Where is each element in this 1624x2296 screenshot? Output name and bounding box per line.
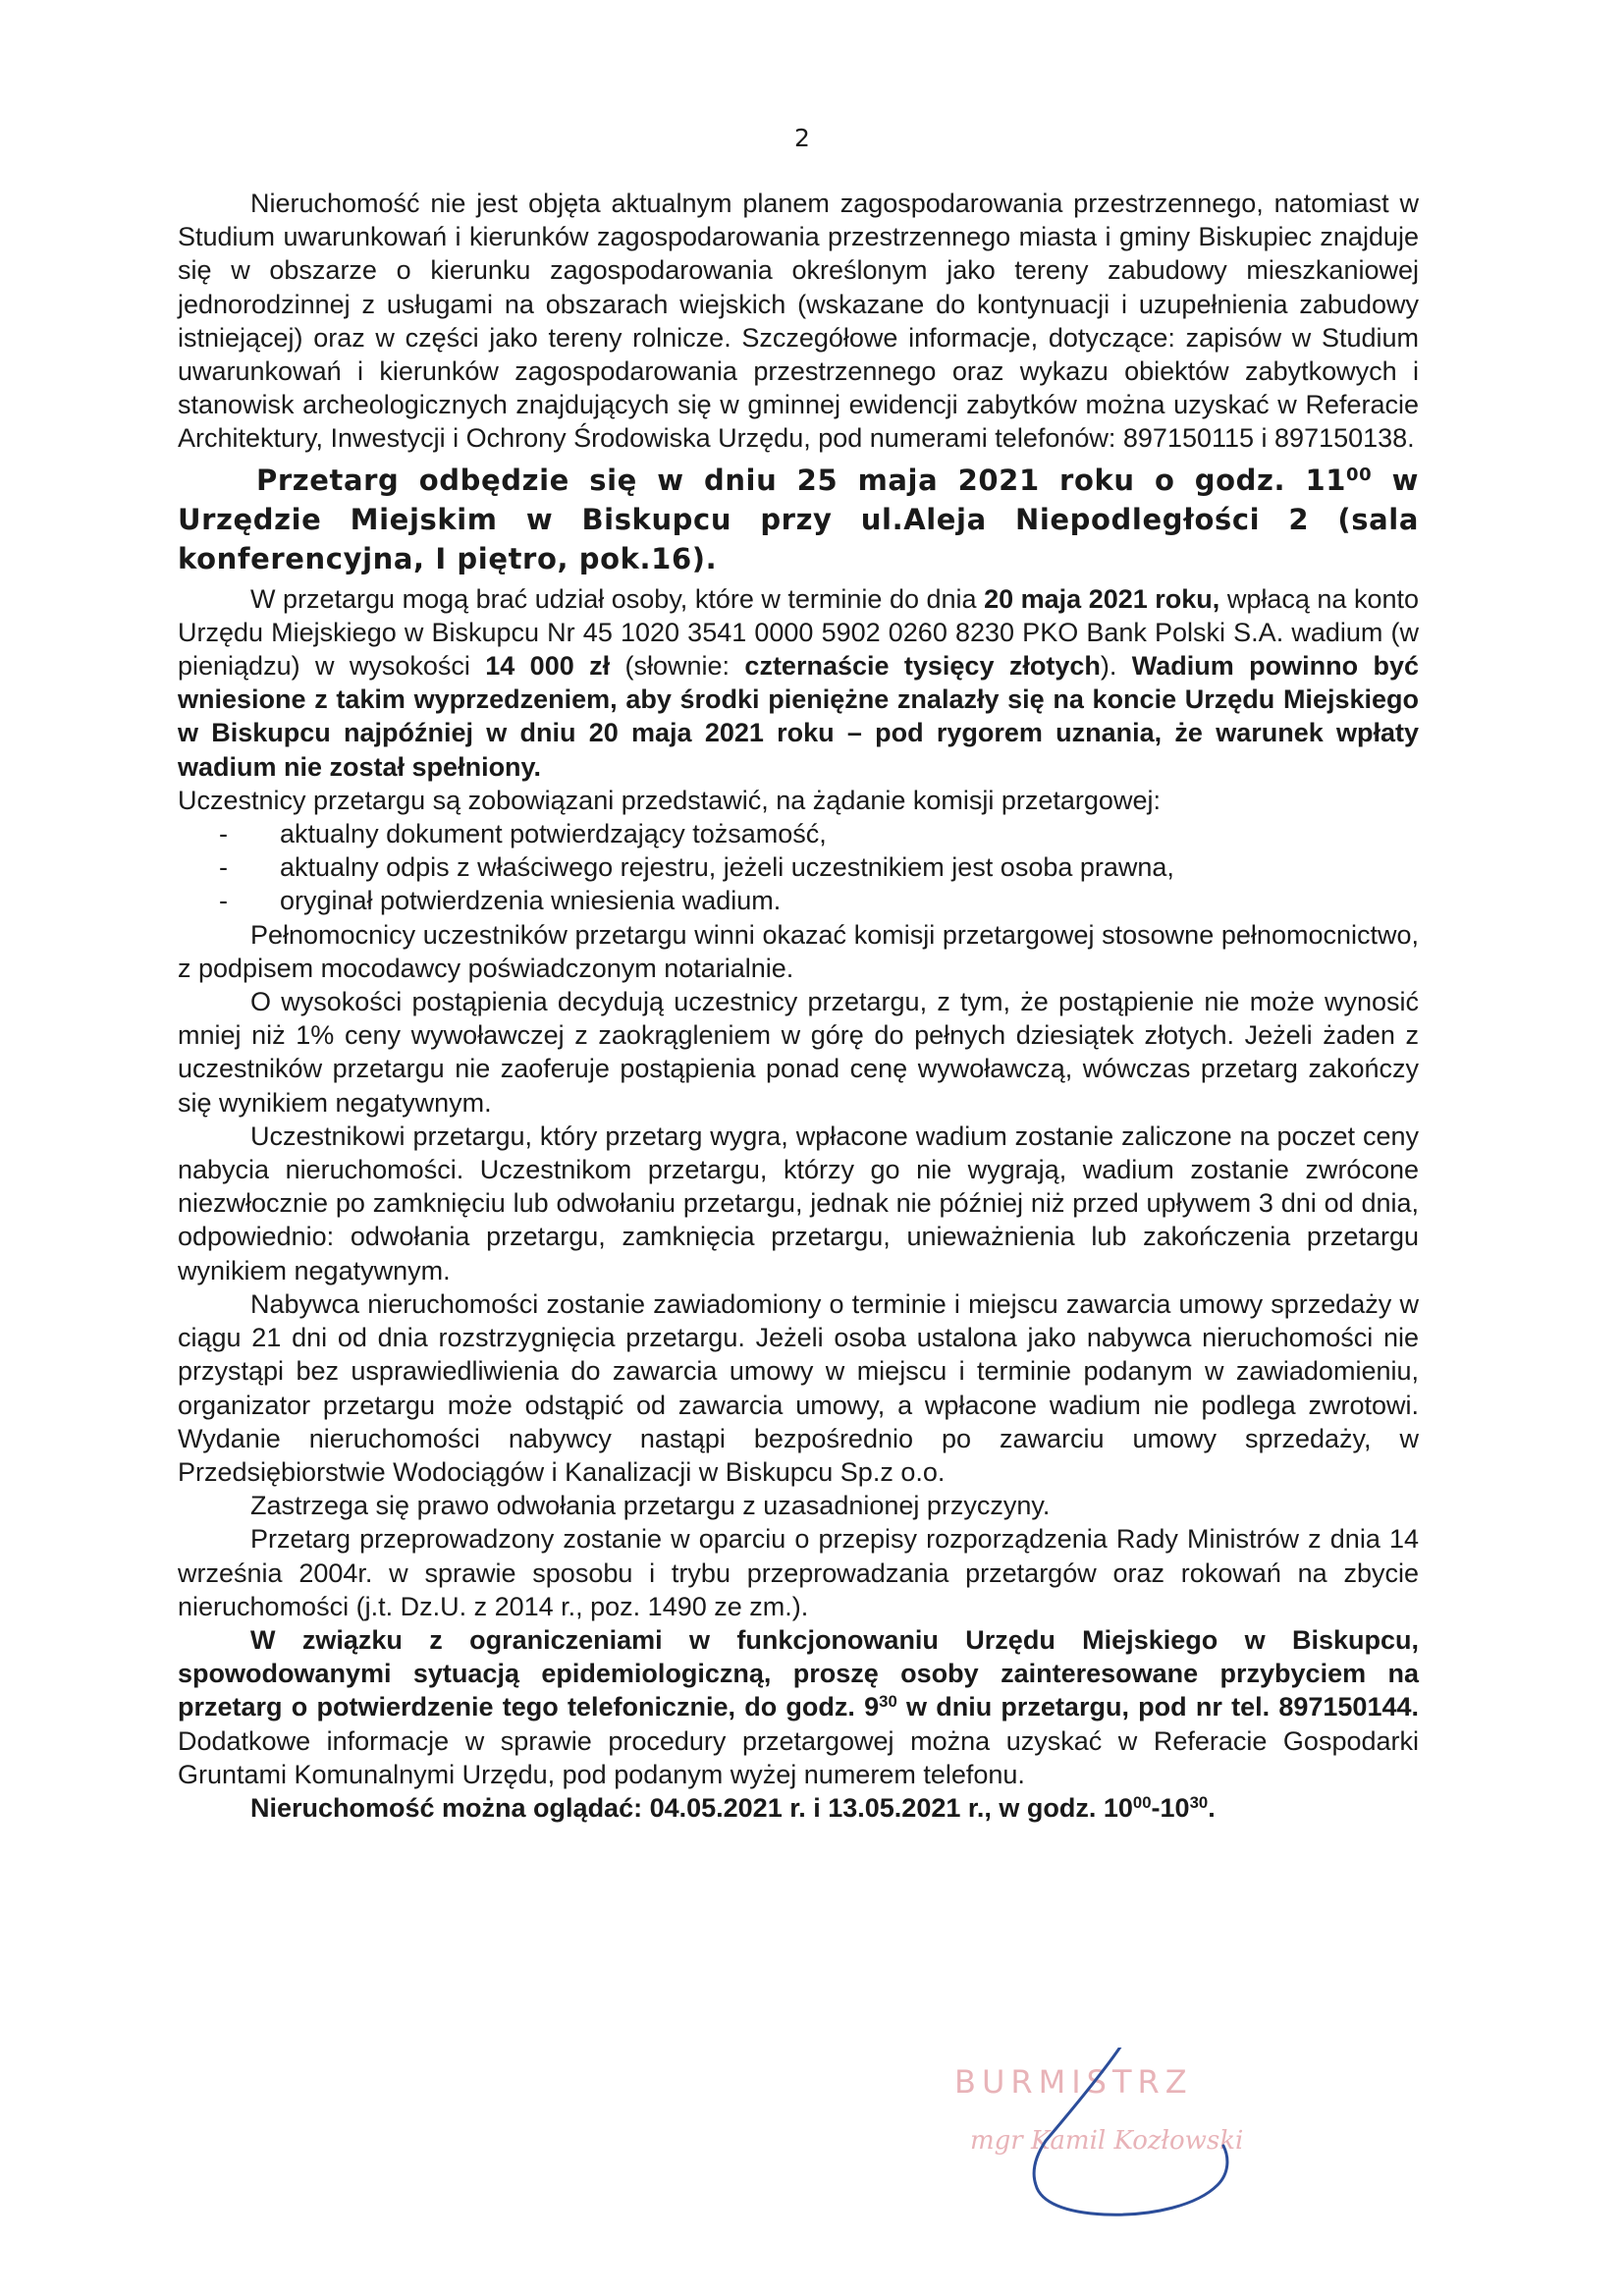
auction-date-announcement bbox=[178, 461, 1419, 578]
epidemic-notice-paragraph bbox=[178, 1623, 1419, 1791]
requirement-item: - aktualny dokument potwierdzający tożsamość, bbox=[219, 817, 1419, 850]
deposit-text: W przetargu mogą brać udział osoby, które w terminie do dnia bbox=[250, 583, 985, 614]
requirement-item: - aktualny odpis z właściwego rejestru, jeżeli uczestnikiem jest osoba prawna, bbox=[219, 850, 1419, 884]
requirements-list bbox=[178, 817, 1419, 918]
viewing-text: Nieruchomość można oglądać: 04.05.2021 r. i 13.05.2021 r., w godz. 10 bbox=[250, 1792, 1133, 1823]
mayor-stamp-name: mgr Kamil Kozłowski bbox=[970, 2126, 1244, 2156]
deposit-text: (słownie: bbox=[610, 651, 745, 682]
viewing-period: . bbox=[1208, 1792, 1216, 1823]
viewing-end-superscript: 30 bbox=[1189, 1792, 1209, 1812]
auction-location-text: w Urzędzie Miejskim w Biskupcu przy ul.Aleja Niepodległości 2 (sala konferencyjna, I piętro, pok.16). bbox=[178, 463, 1419, 575]
deposit-text: ). bbox=[1100, 651, 1132, 682]
epidemic-phone-text: w dniu przetargu, pod nr tel. 897150144. bbox=[896, 1692, 1419, 1722]
proxy-paragraph: Pełnomocnicy uczestników przetargu winni okazać komisji przetargowej stosowne pełnomocnictwo, z podpisem mocodawcy poświadczonym notarialnie. bbox=[178, 919, 1419, 983]
handwritten-signature-icon bbox=[943, 2048, 1296, 2244]
deposit-amount: 14 000 zł bbox=[485, 651, 611, 682]
requirement-item: - oryginał potwierdzenia wniesienia wadium. bbox=[219, 884, 1419, 917]
epidemic-notice-text: W związku z ograniczeniami w funkcjonowaniu Urzędu Miejskiego w Biskupcu, spowodowanymi sytuacją epidemiologiczną, proszę osoby zainteresowane przybyciem na przetarg o potwierdzenie tego telefonicznie, do godz. 9 bbox=[178, 1624, 1419, 1722]
signature-block bbox=[943, 2048, 1296, 2244]
epidemic-notice-bold bbox=[178, 1625, 1419, 1722]
epidemic-hour-superscript: 30 bbox=[879, 1692, 897, 1712]
viewing-paragraph bbox=[178, 1791, 1419, 1825]
participants-intro: Uczestnicy przetargu są zobowiązani przedstawić, na żądanie komisji przetargowej: bbox=[178, 785, 1161, 815]
deposit-deadline: 20 maja 2021 roku, bbox=[984, 583, 1220, 614]
viewing-start-superscript: 00 bbox=[1132, 1792, 1152, 1812]
viewing-bold bbox=[250, 1793, 1216, 1823]
page-number: 2 bbox=[794, 124, 810, 152]
winner-deposit-paragraph: Uczestnikowi przetargu, który przetarg wygra, wpłacone wadium zostanie zaliczone na poczet ceny nabycia nieruchomości. Uczestnikom przetargu, którzy go nie wygrają, wadium zostanie zwrócone niezwłocznie po zamknięciu lub odwołaniu przetargu, jednak nie później niż przed upływem 3 dni od dnia, odpowiednio: odwołania przetargu, zamknięcia przetargu, unieważnienia lub zakończenia przetargu wynikiem negatywnym. bbox=[178, 1121, 1419, 1285]
cancellation-paragraph: Zastrzega się prawo odwołania przetargu z uzasadnionej przyczyny. bbox=[250, 1491, 1051, 1521]
deposit-paragraph bbox=[178, 582, 1419, 784]
additional-info-text: Dodatkowe informacje w sprawie procedury przetargowej można uzyskać w Referacie Gospodarki Gruntami Komunalnymi Urzędu, pod podanym wyżej numerem telefonu. bbox=[178, 1725, 1419, 1789]
auction-hour-superscript: 00 bbox=[1346, 464, 1373, 485]
legal-basis-paragraph: Przetarg przeprowadzony zostanie w oparciu o przepisy rozporządzenia Rady Ministrów z dnia 14 września 2004r. w sprawie sposobu i trybu przeprowadzania przetargów oraz rokowań na zbycie nieruchomości (j.t. Dz.U. z 2014 r., poz. 1490 ze zm.). bbox=[178, 1524, 1419, 1621]
viewing-dash: -10 bbox=[1151, 1792, 1190, 1823]
deposit-warning: Wadium powinno być wniesione z takim wyprzedzeniem, aby środki pieniężne znalazły się na koncie Urzędu Miejskiego w Biskupcu najpóźniej w dniu 20 maja 2021 roku – pod rygorem uznania, że warunek wpłaty wadium nie został spełniony. bbox=[178, 651, 1419, 782]
bid-increment-paragraph: O wysokości postąpienia decydują uczestnicy przetargu, z tym, że postąpienie nie może wynosić mniej niż 1% ceny wywoławczej z zaokrągleniem w górę do pełnych dziesiątek złotych. Jeżeli żaden z uczestników przetargu nie zaoferuje postąpienia ponad cenę wywoławczą, wówczas przetarg zakończy się wynikiem negatywnym. bbox=[178, 987, 1419, 1118]
document-body bbox=[178, 187, 1419, 1825]
property-description-paragraph: Nieruchomość nie jest objęta aktualnym planem zagospodarowania przestrzennego, natomiast w Studium uwarunkowań i kierunków zagospodarowania przestrzennego miasta i gminy Biskupiec znajduje się w obszarze o kierunku zagospodarowania określonym jako tereny zabudowy mieszkaniowej jednorodzinnej z usługami na obszarach wiejskich (wskazane do kontynuacji i uzupełnienia zabudowy istniejącej) oraz w części jako tereny rolnicze. Szczegółowe informacje, dotyczące: zapisów w Studium uwarunkowań i kierunków zagospodarowania przestrzennego oraz wykazu obiektów zabytkowych i stanowisk archeologicznych znajdujących się w gminnej ewidencji zabytków można uzyskać w Referacie Architektury, Inwestycji i Ochrony Środowiska Urzędu, pod numerami telefonów: 897150115 i 897150138. bbox=[178, 189, 1419, 454]
deposit-text: wpłacą na konto Urzędu Miejskiego w Biskupcu Nr 45 1020 3541 0000 5902 0260 8230 PKO Bank Polski S.A. wadium (w pieniądzu) w wysokości bbox=[178, 583, 1419, 682]
buyer-notification-paragraph: Nabywca nieruchomości zostanie zawiadomiony o terminie i miejscu zawarcia umowy sprzedaży w ciągu 21 dni od dnia rozstrzygnięcia przetargu. Jeżeli osoba ustalona jako nabywca nieruchomości nie przystąpi bez usprawiedliwienia do zawarcia umowy w miejscu i terminie podanym w zawiadomieniu, organizator przetargu może odstąpić od zawarcia umowy, a wpłacone wadium nie podlega zwrotowi. Wydanie nieruchomości nabywcy nastąpi bezpośrednio po zawarciu umowy sprzedaży, w Przedsiębiorstwie Wodociągów i Kanalizacji w Biskupcu Sp.z o.o. bbox=[178, 1288, 1419, 1487]
deposit-amount-words: czternaście tysięcy złotych bbox=[744, 651, 1101, 682]
mayor-stamp-title: BURMISTRZ bbox=[954, 2063, 1193, 2101]
auction-date-text: Przetarg odbędzie się w dniu 25 maja 2021 roku o godz. 11 bbox=[256, 463, 1347, 497]
